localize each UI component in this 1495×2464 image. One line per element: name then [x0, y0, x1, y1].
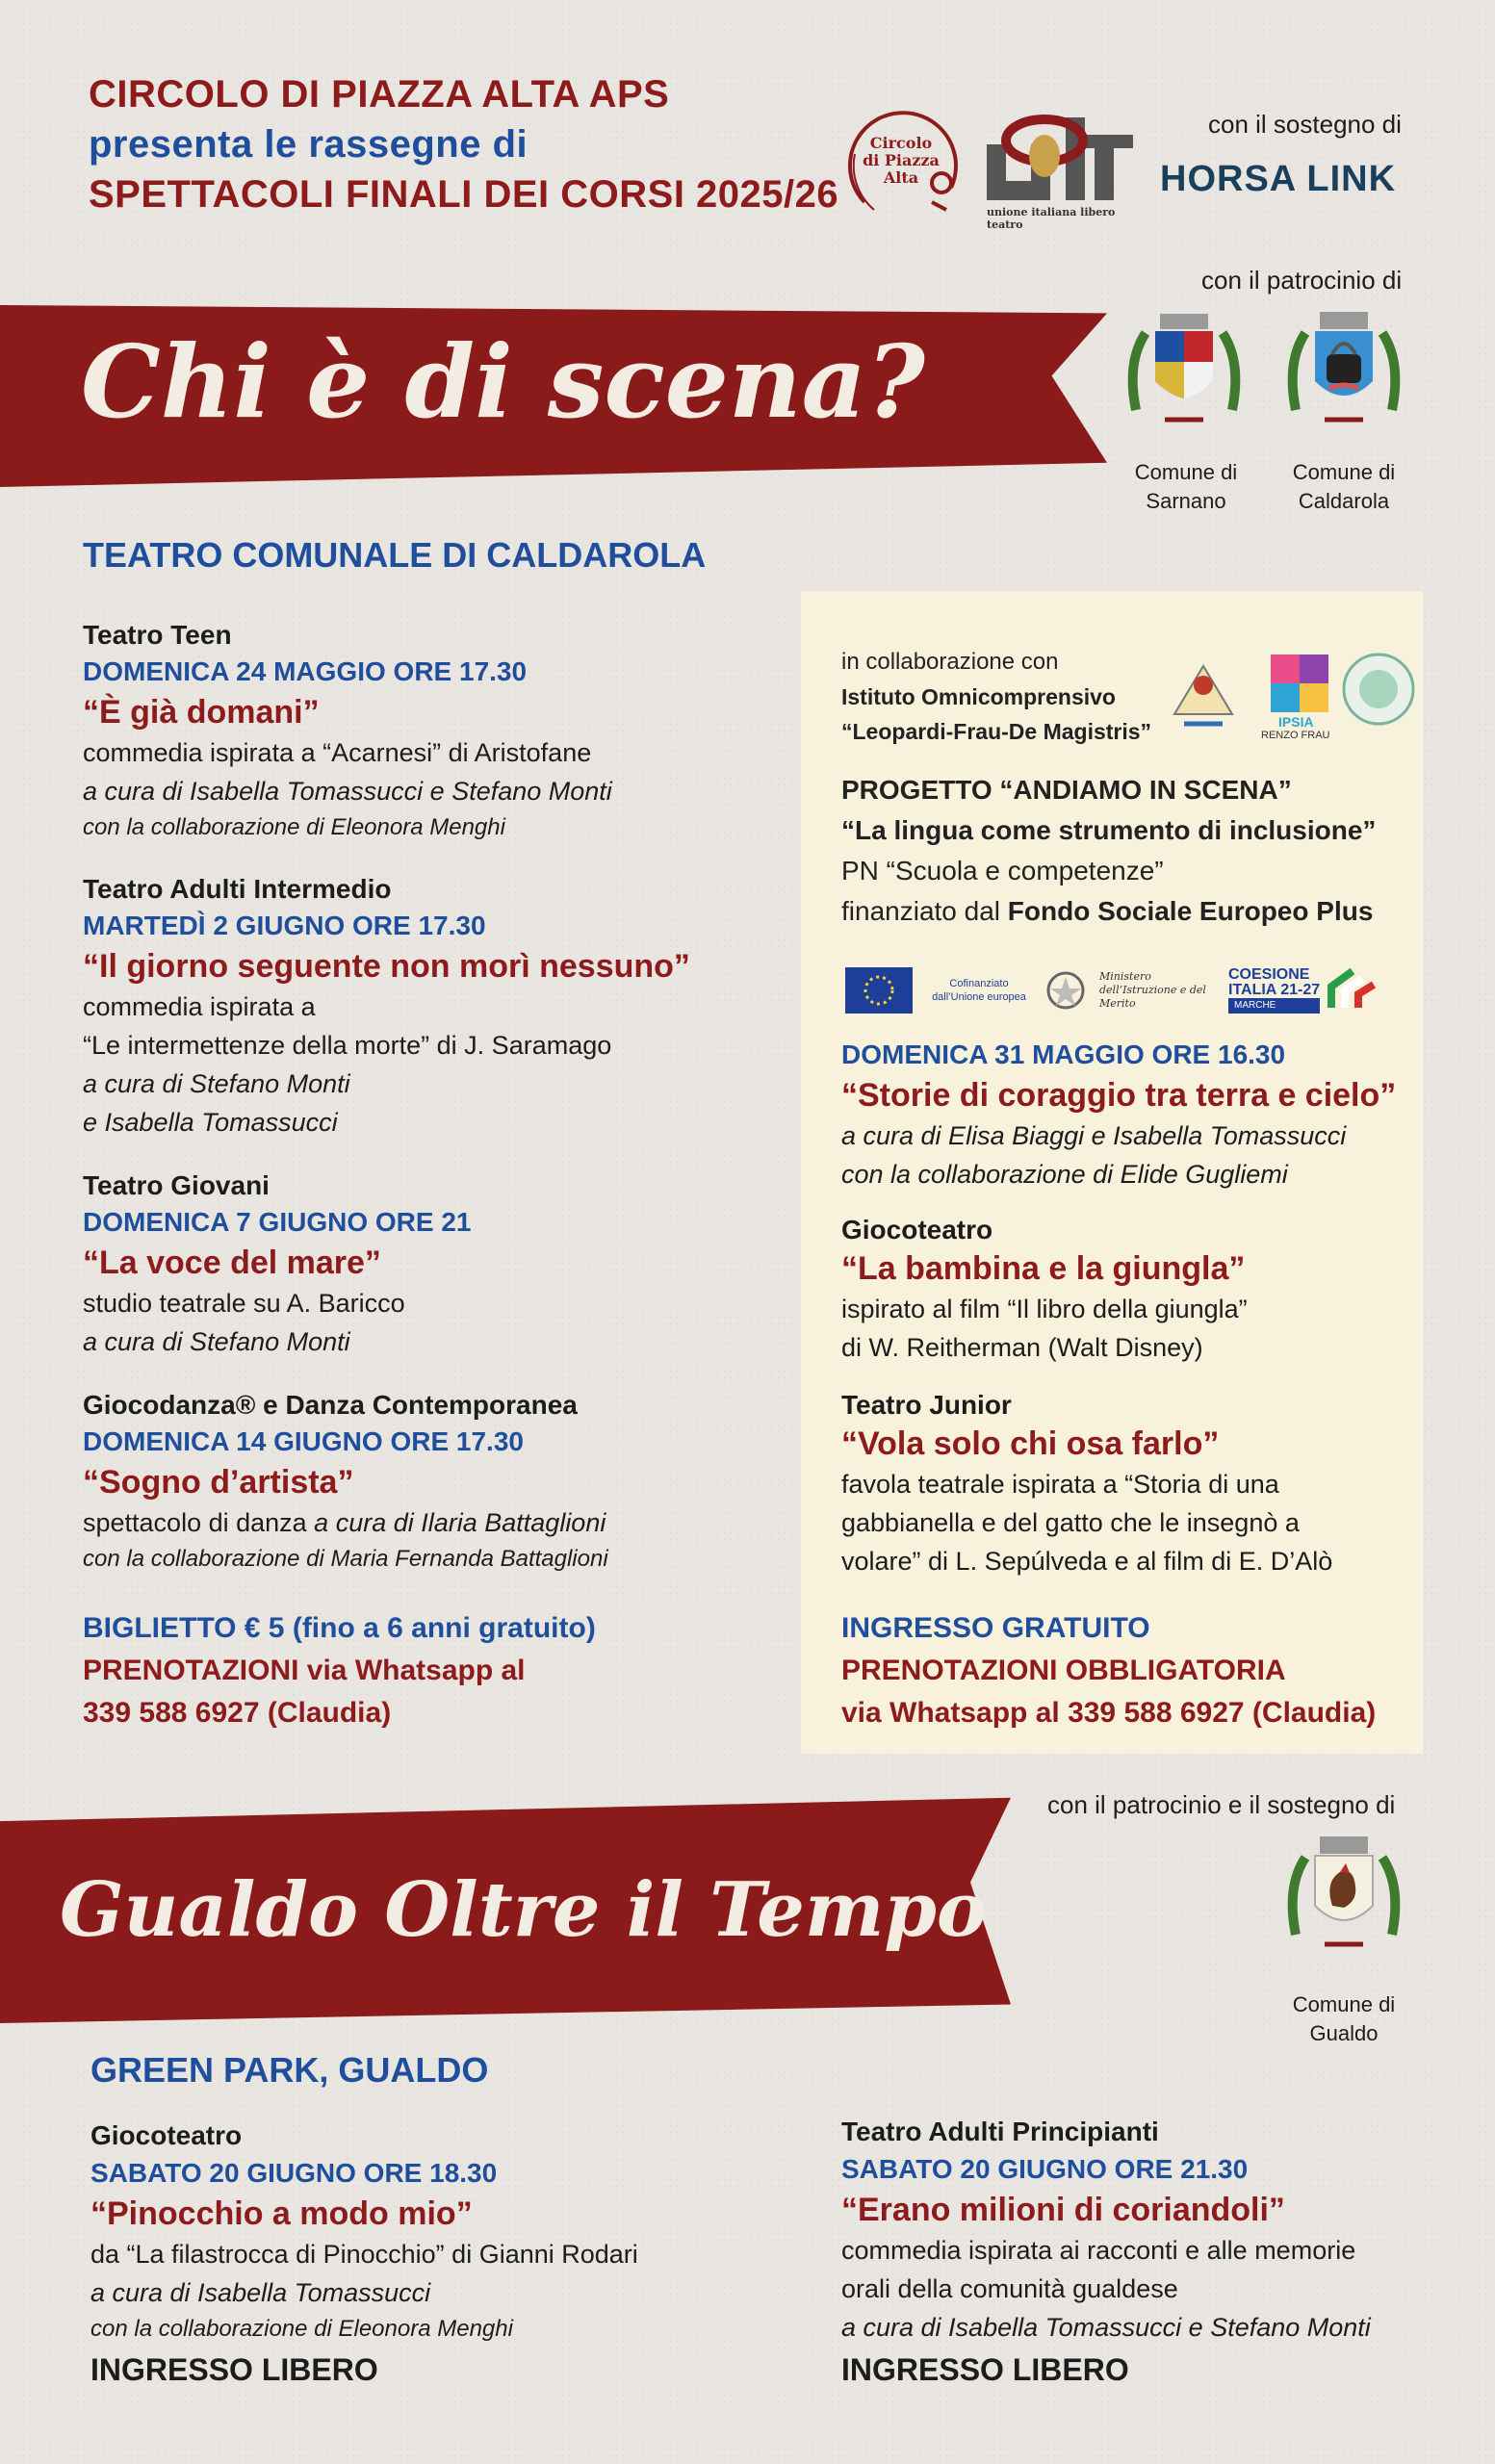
event-title: “Vola solo chi osa farlo” — [841, 1425, 1220, 1462]
event-category: Giocodanza® e Danza Contemporanea — [83, 1390, 578, 1420]
event-category: Teatro Teen — [83, 620, 232, 650]
event-category: Teatro Adulti Intermedio — [83, 874, 392, 904]
event-date: SABATO 20 GIUGNO ORE 18.30 — [90, 2158, 498, 2188]
event-description: studio teatrale su A. Baricco — [83, 1289, 405, 1318]
event-description: commedia ispirata a “Acarnesi” di Aristofane — [83, 738, 592, 767]
project-subtitle: “La lingua come strumento di inclusione” — [841, 815, 1377, 845]
coesione-line2: ITALIA 21-27 — [1228, 982, 1321, 998]
patrocinio2-label: con il patrocinio e il sostegno di — [1047, 1790, 1396, 1819]
header — [89, 69, 839, 219]
booking-required: PRENOTAZIONI OBBLIGATORIA — [841, 1655, 1286, 1686]
presenta-line: presenta le rassegne di — [89, 123, 528, 166]
free-entry: INGRESSO GRATUITO — [841, 1612, 1150, 1644]
event-vola-solo — [841, 1388, 1419, 1580]
project-funding-fund: Fondo Sociale Europeo Plus — [1007, 896, 1374, 926]
caldarola-crest — [1276, 304, 1411, 449]
circolo-logo — [836, 96, 970, 231]
event-credits: a cura di Stefano Monti — [83, 1069, 350, 1098]
event-credits: a cura di Ilaria Battaglioni — [314, 1508, 606, 1537]
gualdo-crest — [1276, 1829, 1411, 1973]
tickets-right — [841, 1607, 1419, 1734]
event-credits: a cura di Isabella Tomassucci e Stefano Monti — [83, 777, 612, 806]
event-description: favola teatrale ispirata a “Storia di una — [841, 1470, 1279, 1499]
event-giocodanza — [83, 1388, 776, 1577]
event-credits: a cura di Elisa Biaggi e Isabella Tomassucci — [841, 1121, 1347, 1150]
event-description: volare” di L. Sepúlveda e al film di E. D’Alò — [841, 1547, 1333, 1576]
project-name: PROGETTO “ANDIAMO IN SCENA” — [841, 775, 1292, 805]
booking-phone: 339 588 6927 (Claudia) — [83, 1697, 392, 1729]
event-title: “La voce del mare” — [83, 1245, 381, 1281]
ticket-price: BIGLIETTO € 5 (fino a 6 anni gratuito) — [83, 1612, 596, 1644]
sarnano-label: Comune di Sarnano — [1134, 460, 1238, 513]
event-coriandoli — [841, 2114, 1457, 2393]
event-title: “È già domani” — [83, 694, 320, 731]
ipsia-sub: RENZO FRAU — [1261, 730, 1330, 741]
coesione-arrow-icon — [1326, 965, 1379, 1015]
event-description — [83, 1503, 776, 1542]
event-title: “Storie di coraggio tra terra e cielo” — [841, 1077, 1397, 1114]
event-date: DOMENICA 14 GIUGNO ORE 17.30 — [83, 1426, 524, 1456]
event-title: “Erano milioni di coriandoli” — [841, 2192, 1285, 2228]
eu-flag-icon — [845, 967, 913, 1014]
school-logos — [1165, 647, 1415, 743]
event-category: Giocoteatro — [841, 1215, 993, 1245]
booking-info: PRENOTAZIONI via Whatsapp al — [83, 1655, 526, 1686]
event-description: commedia ispirata a — [83, 992, 316, 1021]
patrocinio-label: con il patrocinio di — [1201, 266, 1403, 295]
project-info — [841, 770, 1419, 932]
event-date: DOMENICA 24 MAGGIO ORE 17.30 — [83, 656, 528, 686]
republic-emblem-icon — [1045, 967, 1086, 1014]
event-collaboration: con la collaborazione di Eleonora Menghi — [83, 814, 505, 840]
event-description: ispirato al film “Il libro della giungla” — [841, 1295, 1248, 1323]
sarnano-crest — [1117, 304, 1251, 449]
collab-school-line2: “Leopardi-Frau-De Magistris” — [841, 719, 1152, 744]
event-storie-di-coraggio — [841, 1036, 1419, 1194]
event-date: SABATO 20 GIUGNO ORE 21.30 — [841, 2154, 1249, 2184]
event-title: “La bambina e la giungla” — [841, 1250, 1246, 1287]
org-name: CIRCOLO DI PIAZZA ALTA APS — [89, 73, 670, 116]
event-category: Teatro Adulti Principianti — [841, 2117, 1159, 2146]
event-date: DOMENICA 31 MAGGIO ORE 16.30 — [841, 1040, 1286, 1069]
theater-mask-icon — [977, 108, 1150, 204]
event-pinocchio — [90, 2118, 803, 2393]
event-bambina-giungla — [841, 1213, 1419, 1367]
event-title: “Pinocchio a modo mio” — [90, 2195, 473, 2232]
event-credits: e Isabella Tomassucci — [83, 1108, 338, 1137]
event-teatro-giovani — [83, 1168, 776, 1361]
collab-school-line1: Istituto Omnicomprensivo — [841, 684, 1116, 709]
ipsia-label: IPSIA — [1278, 714, 1314, 730]
event-collaboration: con la collaborazione di Elide Gugliemi — [841, 1160, 1288, 1189]
eu-cofinanced-text: Cofinanziato dall’Unione europea — [932, 978, 1026, 1003]
season-line: SPETTACOLI FINALI DEI CORSI 2025/26 — [89, 173, 839, 216]
coesione-logo — [1228, 965, 1379, 1015]
event-teatro-teen — [83, 618, 776, 845]
event-date: MARTEDÌ 2 GIUGNO ORE 17.30 — [83, 911, 486, 940]
event-credits: a cura di Stefano Monti — [83, 1327, 350, 1356]
event-credits: a cura di Isabella Tomassucci — [90, 2278, 431, 2307]
section-green-park: GREEN PARK, GUALDO — [90, 2050, 489, 2090]
event-date: DOMENICA 7 GIUGNO ORE 21 — [83, 1207, 472, 1237]
coesione-line1: COESIONE — [1228, 966, 1310, 983]
event-description: commedia ispirata ai racconti e alle memorie — [841, 2236, 1356, 2265]
event-description: da “La filastrocca di Pinocchio” di Gianni Rodari — [90, 2240, 638, 2269]
sarnano-crest-icon — [1117, 304, 1251, 449]
event-description: gabbianella e del gatto che le insegnò a — [841, 1508, 1300, 1537]
horsa-link-logo-text: HORSA LINK — [1160, 158, 1397, 199]
event-description-type: spettacolo di danza — [83, 1508, 315, 1537]
banner-gualdo-oltre-il-tempo-title: Gualdo Oltre il Tempo — [60, 1866, 987, 1954]
entry-info: INGRESSO LIBERO — [841, 2352, 1129, 2387]
coesione-line3: MARCHE — [1228, 998, 1320, 1014]
caldarola-crest-icon — [1276, 304, 1411, 449]
event-description: “Le intermettenze della morte” di J. Saramago — [83, 1031, 612, 1060]
collab-intro: in collaborazione con — [841, 649, 1059, 675]
gualdo-crest-icon — [1276, 1829, 1411, 1973]
booking-phone: via Whatsapp al 339 588 6927 (Claudia) — [841, 1697, 1377, 1729]
entry-info: INGRESSO LIBERO — [90, 2352, 378, 2387]
project-funding — [841, 891, 1419, 932]
gualdo-label: Comune di Gualdo — [1292, 1992, 1396, 2045]
event-title: “Il giorno seguente non morì nessuno” — [83, 948, 690, 985]
event-teatro-adulti-intermedio — [83, 872, 776, 1142]
event-category: Teatro Giovani — [83, 1170, 270, 1200]
uilt-logo — [977, 108, 1150, 231]
ministero-text: Ministero dell’Istruzione e del Merito — [1099, 970, 1206, 1010]
event-description: di W. Reitherman (Walt Disney) — [841, 1333, 1203, 1362]
event-credits: a cura di Isabella Tomassucci e Stefano Monti — [841, 2313, 1371, 2342]
event-title: “Sogno d’artista” — [83, 1464, 354, 1501]
eu-logos-row — [845, 962, 1423, 1018]
event-category: Giocoteatro — [90, 2120, 243, 2150]
tickets-left — [83, 1607, 776, 1734]
banner-chi-e-di-scena-title: Chi è di scena? — [81, 322, 925, 441]
collab-school — [841, 645, 1188, 749]
section-teatro-caldarola: TEATRO COMUNALE DI CALDAROLA — [83, 535, 707, 575]
uilt-sub: unione italiana libero teatro — [987, 206, 1116, 231]
caldarola-label: Comune di Caldarola — [1292, 460, 1396, 513]
horsa-link-logo — [1160, 154, 1410, 204]
event-collaboration: con la collaborazione di Maria Fernanda Battaglioni — [83, 1546, 608, 1572]
event-category: Teatro Junior — [841, 1390, 1012, 1420]
event-collaboration: con la collaborazione di Eleonora Menghi — [90, 2316, 513, 2342]
circolo-logo-text: Circolo di Piazza Alta — [863, 134, 940, 187]
sponsor-label: con il sostegno di — [1208, 110, 1402, 139]
project-program: PN “Scuola e competenze” — [841, 856, 1164, 886]
event-description: orali della comunità gualdese — [841, 2274, 1178, 2303]
project-funding-prefix: finanziato dal — [841, 896, 1008, 926]
